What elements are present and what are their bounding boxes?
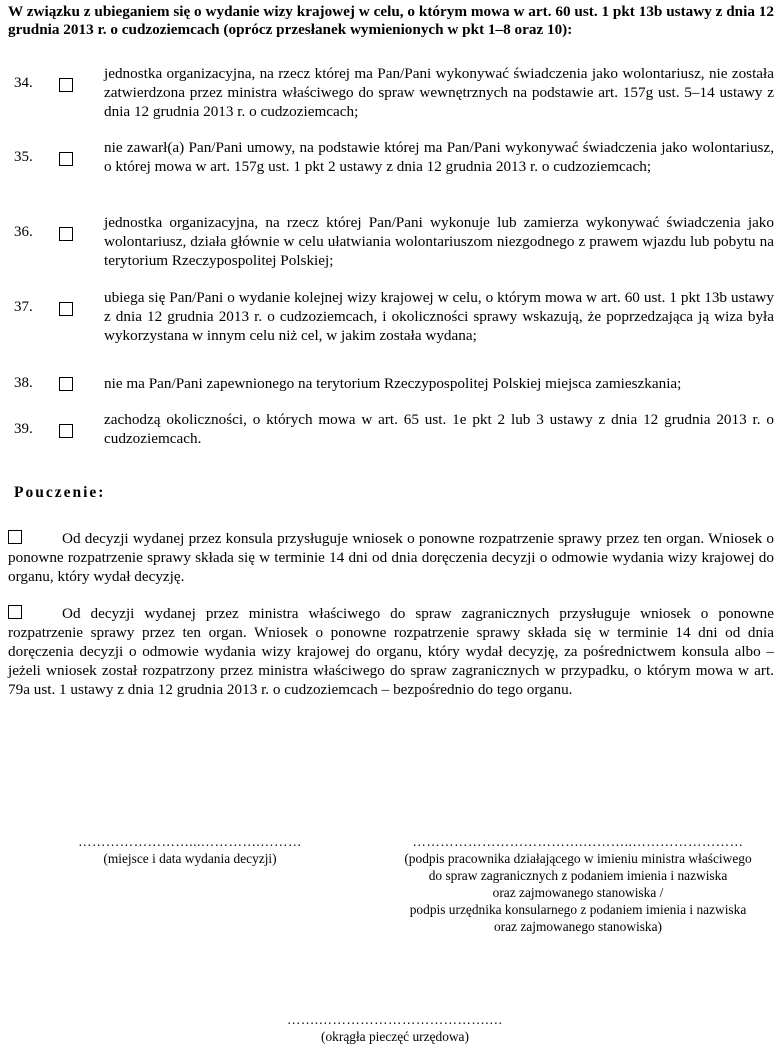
place-date-signature-block [40, 833, 340, 867]
paragraph-text: Od decyzji wydanej przez konsula przysługuje wniosek o ponowne rozpatrzenie sprawy przez ten organ. Wniosek o ponowne rozpatrzenie sprawy składa się w terminie 14 dni od dnia doręczenia decyzji o odmowie wydania wizy krajowej do organu, który wydał decyzję. [8, 530, 774, 585]
item-number: 39. [14, 421, 33, 437]
official-caption-line: podpis urzędnika konsularnego z podaniem imienia i nazwiska [409, 902, 747, 917]
item-text: jednostka organizacyjna, na rzecz której Pan/Pani wykonuje lub zamierza wykonywać świadczenia jako wolontariusz, działa głównie w celu ułatwiania wolontariuszom niezgodnego z prawem wjazdu lub pobytu na terytorium Rzeczypospolitej Polskiej; [104, 214, 774, 269]
item-text: jednostka organizacyjna, na rzecz której ma Pan/Pani wykonywać świadczenia jako wolontariusz, nie została zatwierdzona przez ministra właściwego do spraw wewnętrznych na podstawie art. 157g ust. 5–14 ustawy z dnia 12 grudnia 2013 r. o cudzoziemcach; [104, 65, 774, 120]
item-text: nie ma Pan/Pani zapewnionego na terytorium Rzeczypospolitej Polskiej miejsca zamieszkania; [104, 375, 682, 392]
checkbox-pouczenie-1[interactable] [8, 530, 22, 544]
checkbox-38[interactable] [59, 377, 73, 391]
seal-dotted-line: …….……………………………….… [286, 1012, 504, 1027]
item-number: 37. [14, 299, 33, 315]
official-caption-line: do spraw zagranicznych z podaniem imienia i nazwiska [428, 868, 728, 883]
checkbox-pouczenie-2[interactable] [8, 605, 22, 619]
official-signature-block [378, 833, 778, 935]
item-number: 38. [14, 375, 33, 391]
checkbox-36[interactable] [59, 227, 73, 241]
seal-caption: (okrągła pieczęć urzędowa) [321, 1029, 469, 1044]
pouczenie-paragraph-2 [8, 604, 774, 699]
official-caption-line: oraz zajmowanego stanowiska / [492, 885, 664, 900]
item-number: 35. [14, 149, 33, 165]
section-heading: W związku z ubieganiem się o wydanie wizy krajowej w celu, o którym mowa w art. 60 ust. 1 pkt 13b ustawy z dnia 12 grudnia 2013 r. o cudzoziemcach (oprócz przesłanek wymienionych w pkt 1–8 oraz 10): [8, 3, 774, 38]
seal-block [240, 1011, 550, 1045]
paragraph-text: Od decyzji wydanej przez ministra właściwego do spraw zagranicznych przysługuje wniosek o ponowne rozpatrzenie sprawy przez ten organ. Wniosek o ponowne rozpatrzenie sprawy składa się w terminie 14 dni od dnia doręczenia decyzji o odmowie wydania wizy krajowej do organu, który wydał decyzję, za pośrednictwem konsula albo – jeżeli wniosek został rozpatrzony przez ministra właściwego do spraw zagranicznych w przypadku, o którym mowa w art. 79a ust. 1 ustawy z dnia 12 grudnia 2013 r. o cudzoziemcach – bezpośrednio do tego organu. [8, 605, 774, 698]
item-number: 36. [14, 224, 33, 240]
checkbox-34[interactable] [59, 78, 73, 92]
place-date-caption: (miejsce i data wydania decyzji) [103, 851, 277, 866]
official-dotted-line: ……………………………….………..…………………… [412, 834, 744, 849]
place-date-dotted-line: ……………………...………….……… [78, 834, 302, 849]
item-number: 34. [14, 75, 33, 91]
item-text: nie zawarł(a) Pan/Pani umowy, na podstawie której ma Pan/Pani wykonywać świadczenia jako wolontariusz, o której mowa w art. 157g ust. 1 pkt 2 ustawy z dnia 12 grudnia 2013 r. o cudzoziemcach; [104, 139, 774, 175]
official-caption-line: (podpis pracownika działającego w imieniu ministra właściwego [404, 851, 752, 866]
pouczenie-heading: Pouczenie: [14, 484, 106, 501]
checkbox-37[interactable] [59, 302, 73, 316]
item-text: zachodzą okoliczności, o których mowa w art. 65 ust. 1e pkt 2 lub 3 ustawy z dnia 12 grudnia 2013 r. o cudzoziemcach. [104, 411, 774, 447]
official-caption-line: oraz zajmowanego stanowiska) [493, 919, 663, 934]
pouczenie-paragraph-1 [8, 529, 774, 586]
checkbox-39[interactable] [59, 424, 73, 438]
checkbox-35[interactable] [59, 152, 73, 166]
item-text: ubiega się Pan/Pani o wydanie kolejnej wizy krajowej w celu, o którym mowa w art. 60 ust. 1 pkt 13b ustawy z dnia 12 grudnia 2013 r. o cudzoziemcach, i okoliczności sprawy wskazują, że poprzedzająca ją wiza była wykorzystana w innym celu niż cel, w jakim została wydana; [104, 289, 774, 344]
